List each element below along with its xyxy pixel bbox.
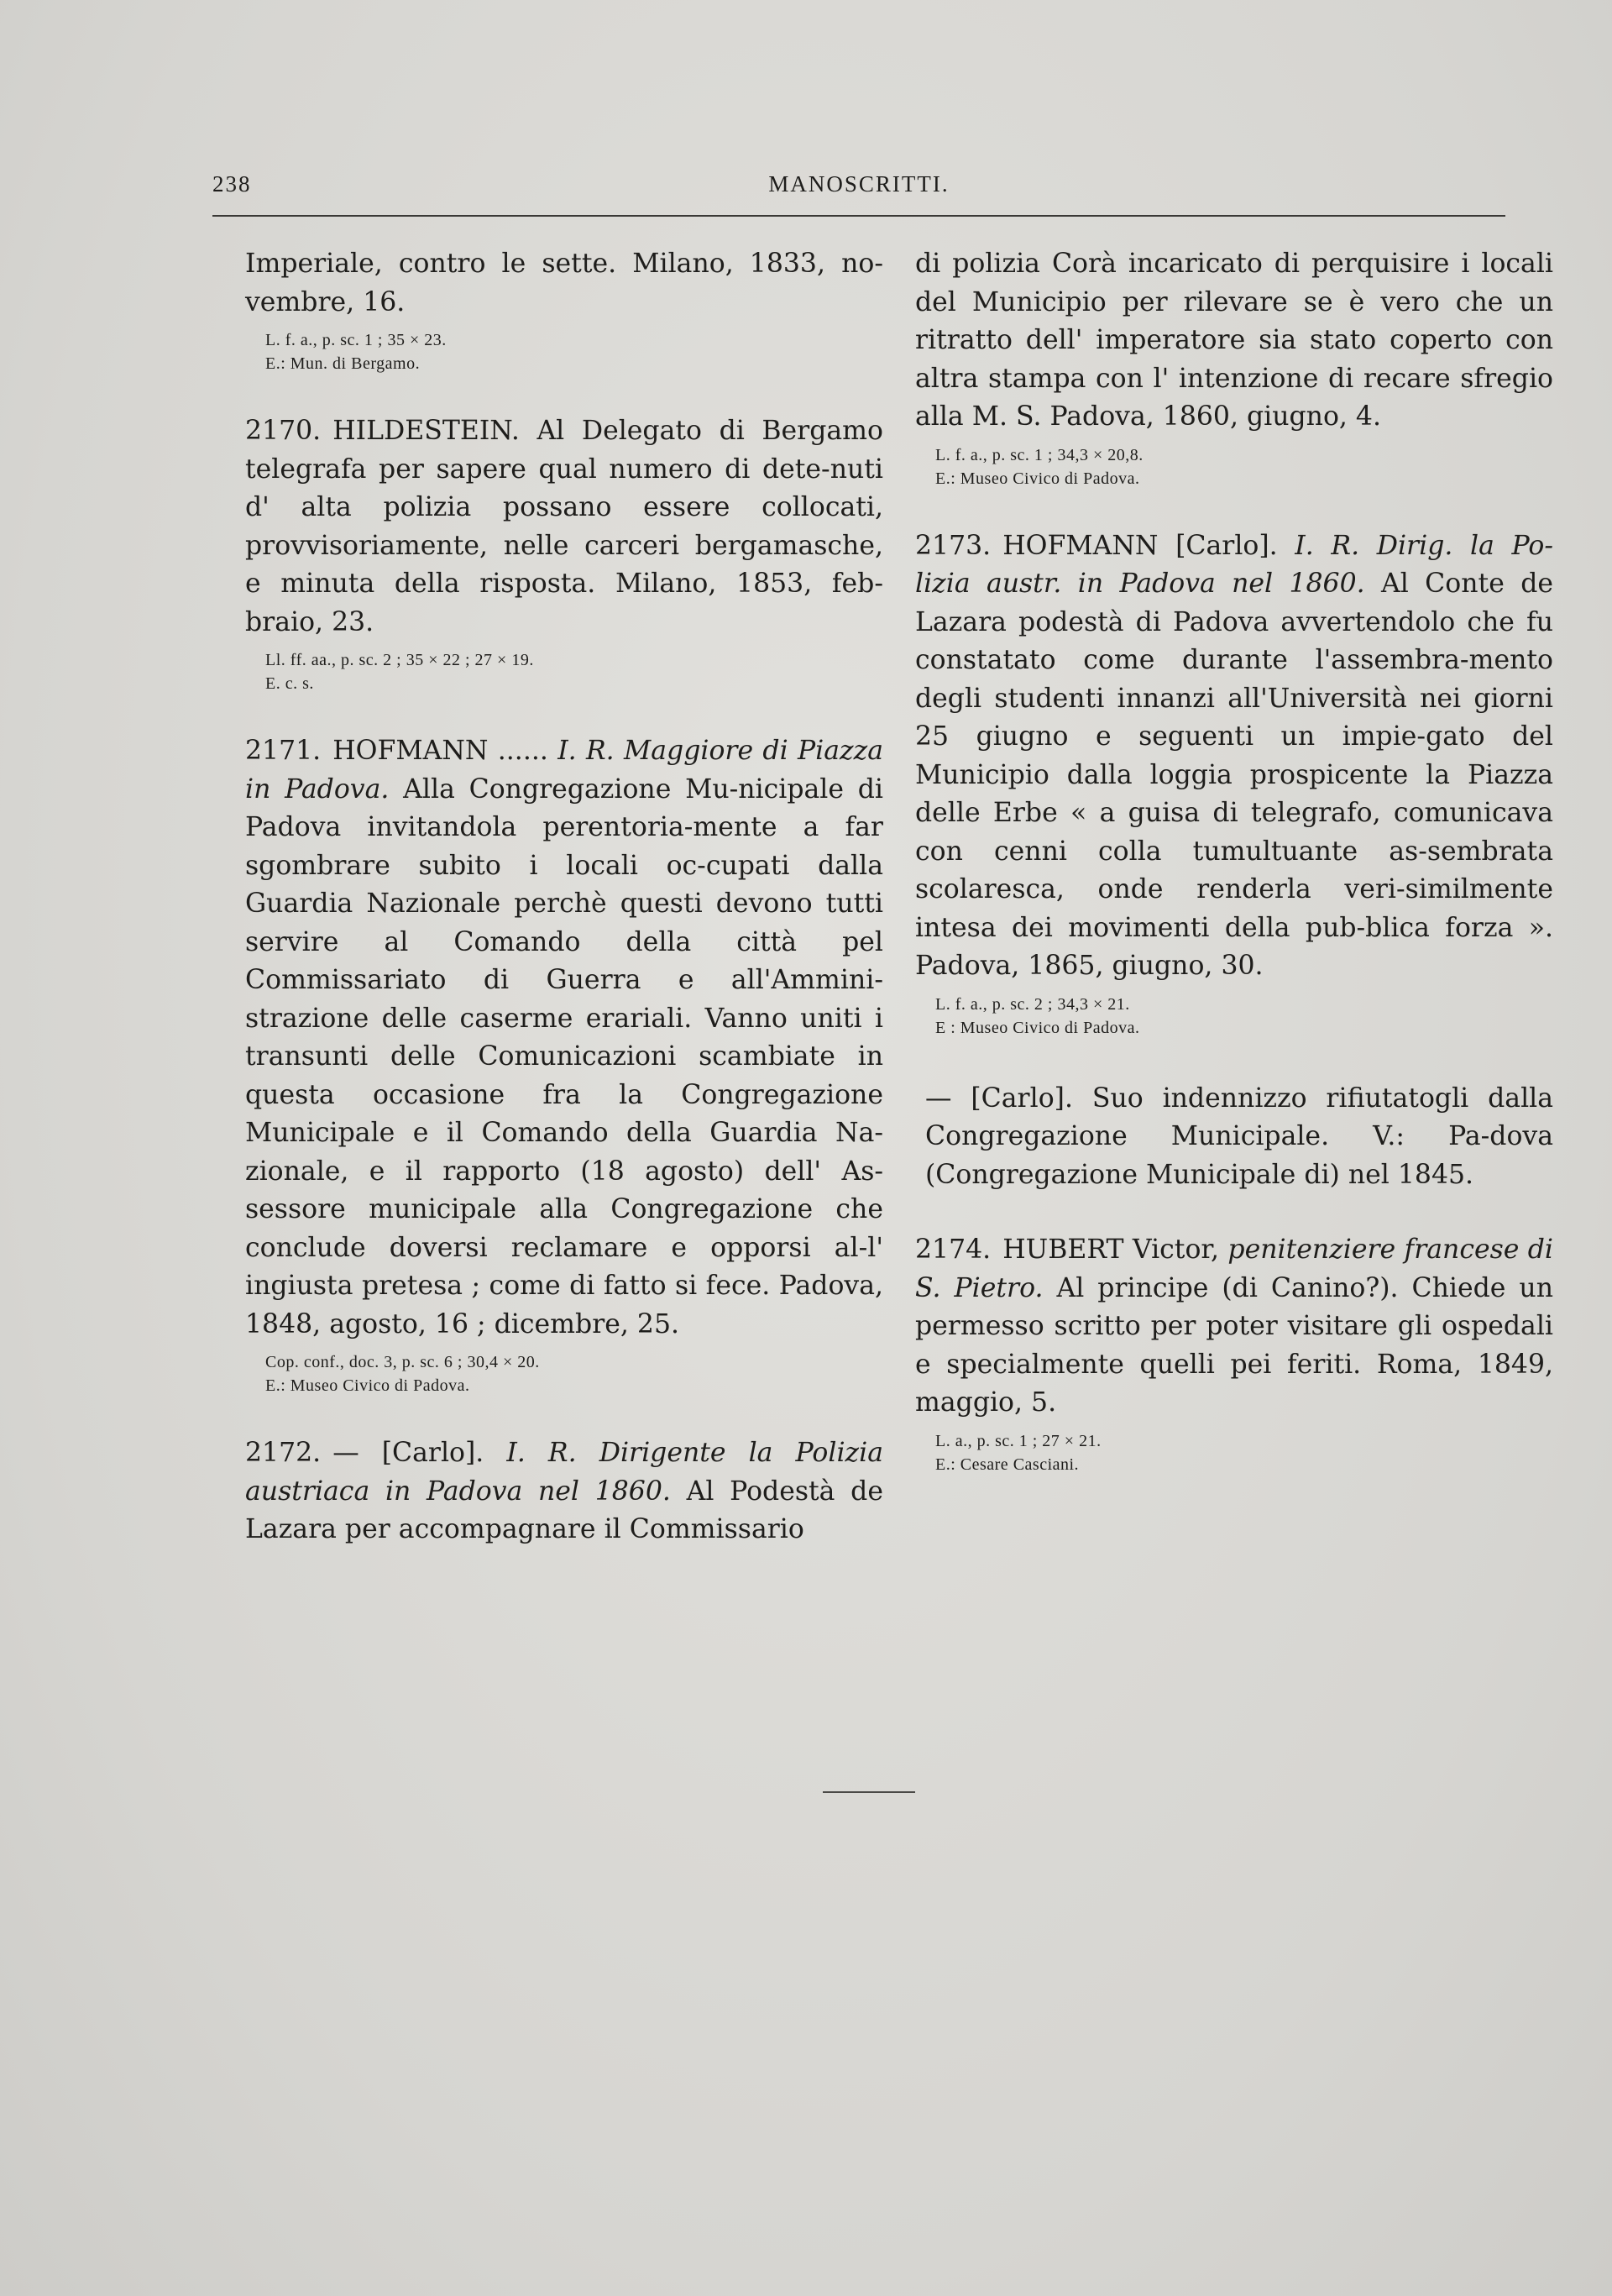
entry-text: Alla Congregazione Mu-nicipale di Padova invitandola perentoria-mente a far sgombrare subito i locali oc-cupati dalla Guardia Nazionale perchè questi devono tutti servire al Comando della città pel Commissariato di Guerra e all'Ammini-strazione delle caserme erariali. Vanno uniti i transunti delle Comunicazioni scambiate in questa occasione fra la Congregazione Municipale e il Comando della Guardia Na-zionale, e il rapporto (18 agosto) dell' As-sessore municipale alla Congregazione che conclude doversi reclamare e opporsi al-l' ingiusta pretesa ; come di fatto si fece. Padova, 1848, agosto, 16 ; dicembre, 25. [245,773,884,1339]
entry-head: HOFMANN ...... [332,736,548,766]
entry-text: Al Delegato di Bergamo telegrafa per sapere qual numero di dete-nuti d' alta polizia possano essere collocati, provvisoriamente, nelle carceri bergamasche, e minuta della risposta. Milano, 1853, feb-braio, 23. [245,416,883,637]
entry-note: E.: Cesare Casciani. [935,1455,1080,1474]
entry-number: 2170. [245,416,322,446]
entry-text: Al principe (di Canino?). Chiede un permesso scritto per poter visitare gli ospedali e specialmente quelli pei feriti. Roma, 1849, maggio, 5. [915,1272,1553,1418]
running-title: MANOSCRITTI. [768,171,950,197]
entry-continuation-left [245,245,883,375]
entry-note: L. f. a., p. sc. 2 ; 34,3 × 21. [935,994,1130,1014]
entry-head: HUBERT Victor, [1002,1234,1220,1265]
entry-head: HOFMANN [Carlo]. [1002,530,1278,561]
entry-2172 [245,1434,883,1549]
entry-number: 2173. [915,530,992,561]
page-header [212,166,1505,208]
entry-2174 [915,1231,1553,1476]
entry-text: di polizia Corà incaricato di perquisire i locali del Municipio per rilevare se è vero che un ritratto dell' imperatore sia stato coperto con altra stampa con l' intenzione di recare sfregio alla M. S. Padova, 1860, giugno, 4. [915,249,1553,432]
entry-2171 [245,732,883,1397]
entry-text: Al Podestà de Lazara per accompagnare il Commissario [245,1476,883,1544]
entry-head: HILDESTEIN. [332,416,520,446]
section-end-rule [823,1791,915,1793]
entry-carlo-dash [915,1080,1553,1195]
entry-note: E.: Museo Civico di Padova. [935,469,1140,488]
entry-note: L. f. a., p. sc. 1 ; 35 × 23. [265,331,447,349]
entry-note: Cop. conf., doc. 3, p. sc. 6 ; 30,4 × 20. [265,1353,540,1371]
entry-title: I. R. Dirigente la Polizia austriaca in Padova nel 1860. [245,1438,883,1507]
entry-note: E. c. s. [265,674,314,693]
entry-number: 2172. [245,1438,322,1468]
entry-text: Imperiale, contro le sette. Milano, 1833, no-vembre, 16. [245,249,883,317]
entry-number: 2174. [915,1234,992,1265]
entry-2173 [915,527,1553,1040]
entry-note: E.: Mun. di Bergamo. [265,354,421,373]
entry-head: — [Carlo]. [332,1438,484,1468]
entry-title: penitenziere francese di S. Pietro. [915,1234,1554,1303]
entry-head: — [Carlo]. [925,1082,1073,1114]
entry-note: L. a., p. sc. 1 ; 27 × 21. [935,1431,1102,1450]
entry-text: Suo indennizzo rifiutatogli dalla Congregazione Municipale. V.: Pa-dova (Congregazione Municipale di) nel 1845. [925,1082,1553,1190]
page-number: 238 [212,171,252,197]
entry-note: E.: Museo Civico di Padova. [265,1376,470,1395]
left-column [245,245,883,1549]
entry-text: Al Conte de Lazara podestà di Padova avvertendolo che fu constatato come durante l'assembra-mento degli studenti innanzi all'Università nei giorni 25 giugno e seguenti un impie-gato del Municipio dalla loggia prospicente la Piazza delle Erbe « a guisa di telegrafo, comunicava con cenni colla tumultuante as-sembrata scolaresca, onde renderla veri-similmente intesa dei movimenti della pub-blica forza ». Padova, 1865, giugno, 30. [915,569,1553,981]
entry-continuation-right [915,245,1553,490]
entry-note: E : Museo Civico di Padova. [935,1018,1140,1037]
entry-number: 2171. [245,736,322,766]
entry-title: I. R. Dirig. la Po-lizia austr. in Padova nel 1860. [915,530,1553,599]
entry-2170 [245,412,883,695]
entry-note: L. f. a., p. sc. 1 ; 34,3 × 20,8. [935,445,1144,464]
right-column [915,245,1553,1476]
entry-title: I. R. Maggiore di Piazza in Padova. [245,736,883,805]
entry-note: Ll. ff. aa., p. sc. 2 ; 35 × 22 ; 27 × 19. [265,651,534,669]
header-rule [212,215,1505,217]
